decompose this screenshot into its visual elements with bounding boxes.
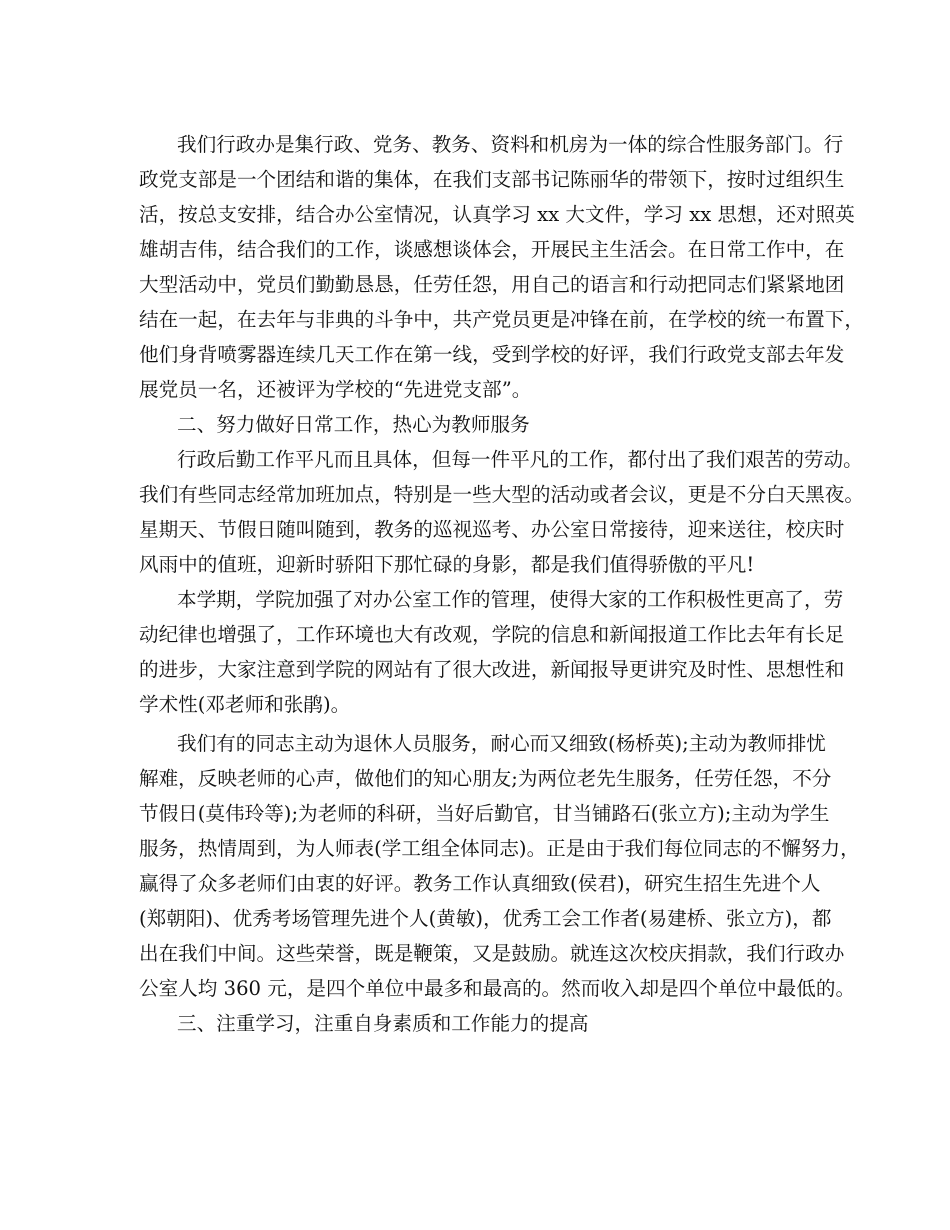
paragraph-line: 的进步，大家注意到学院的网站有了很大改进，新闻报导更讲究及时性、思想性和	[139, 658, 845, 681]
paragraph-line: 我们有的同志主动为退休人员服务，耐心而又细致(杨桥英);主动为教师排忧	[177, 732, 826, 755]
paragraph-line: 解难，反映老师的心声，做他们的知心朋友;为两位老先生服务，任劳任怨，不分	[139, 767, 832, 790]
paragraph-line: 活，按总支安排，结合办公室情况，认真学习 xx 大文件，学习 xx 思想，还对照英	[139, 203, 855, 226]
section-heading: 三、注重学习，注重自身素质和工作能力的提高	[177, 1012, 589, 1035]
paragraph-line: 学术性(邓老师和张鹃)。	[139, 693, 351, 716]
paragraph-line: 节假日(莫伟玲等);为老师的科研，当好后勤官，甘当铺路石(张立方);主动为学生	[139, 802, 830, 825]
paragraph-line: 我们有些同志经常加班加点，特别是一些大型的活动或者会议，更是不分白天黑夜。	[139, 483, 864, 506]
paragraph-line: (郑朝阳)、优秀考场管理先进个人(黄敏)，优秀工会工作者(易建桥、张立方)，都	[139, 907, 832, 930]
paragraph-line: 他们身背喷雾器连续几天工作在第一线，受到学校的好评，我们行政党支部去年发	[139, 343, 845, 366]
paragraph-line: 本学期，学院加强了对办公室工作的管理，使得大家的工作积极性更高了，劳	[177, 588, 844, 611]
paragraph-line: 我们行政办是集行政、党务、教务、资料和机房为一体的综合性服务部门。行	[177, 133, 844, 156]
paragraph-line: 政党支部是一个团结和谐的集体，在我们支部书记陈丽华的带领下，按时过组织生	[139, 168, 845, 191]
paragraph-line: 雄胡吉伟，结合我们的工作，谈感想谈体会，开展民主生活会。在日常工作中，在	[139, 238, 845, 261]
paragraph-line: 行政后勤工作平凡而且具体，但每一件平凡的工作，都付出了我们艰苦的劳动。	[177, 448, 863, 471]
paragraph-line: 结在一起，在去年与非典的斗争中，共产党员更是冲锋在前，在学校的统一布置下，	[139, 308, 864, 331]
paragraph-line: 展党员一名，还被评为学校的“先进党支部”。	[139, 378, 532, 401]
paragraph-line: 出在我们中间。这些荣誉，既是鞭策，又是鼓励。就连这次校庆捐款，我们行政办	[139, 942, 845, 965]
paragraph-line: 大型活动中，党员们勤勤恳恳，任劳任怨，用自己的语言和行动把同志们紧紧地团	[139, 273, 845, 296]
paragraph-line: 赢得了众多老师们由衷的好评。教务工作认真细致(侯君)，研究生招生先进个人	[139, 872, 821, 895]
paragraph-line: 动纪律也增强了，工作环境也大有改观，学院的信息和新闻报道工作比去年有长足	[139, 623, 845, 646]
paragraph-line: 风雨中的值班，迎新时骄阳下那忙碌的身影，都是我们值得骄傲的平凡!	[139, 553, 755, 576]
section-heading: 二、努力做好日常工作，热心为教师服务	[177, 413, 530, 436]
paragraph-line: 服务，热情周到，为人师表(学工组全体同志)。正是由于我们每位同志的不懈努力，	[139, 837, 860, 860]
paragraph-line: 公室人均 360 元，是四个单位中最多和最高的。然而收入却是四个单位中最低的。	[139, 977, 856, 1000]
paragraph-line: 星期天、节假日随叫随到，教务的巡视巡考、办公室日常接待，迎来送往，校庆时	[139, 518, 845, 541]
